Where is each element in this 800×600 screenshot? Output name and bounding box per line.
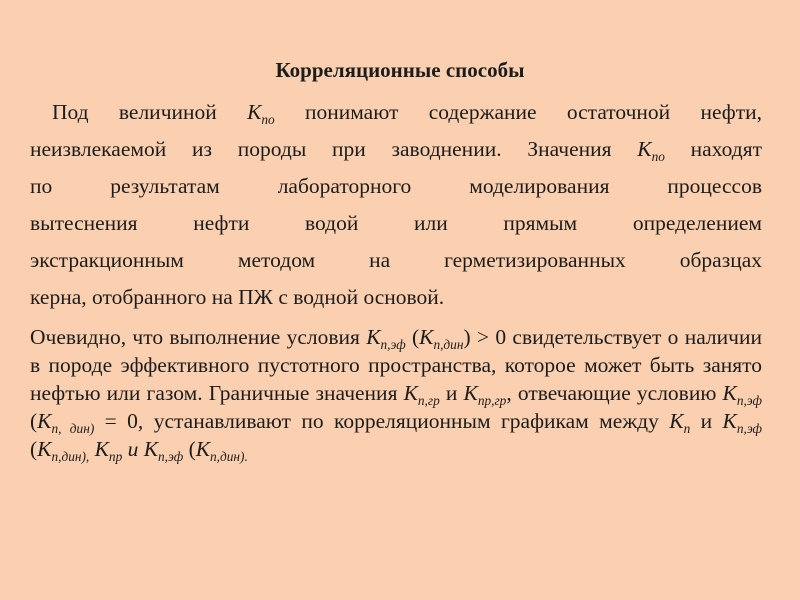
symbol-k: К <box>637 137 652 161</box>
subscript: п,дин <box>433 337 464 353</box>
subscript: по <box>261 112 275 128</box>
subscript: п <box>683 421 691 437</box>
paragraph-residual-oil <box>30 94 762 316</box>
subscript: п,эф <box>736 393 762 409</box>
subscript: п, дин) <box>51 421 95 437</box>
symbol-k: К <box>669 409 684 433</box>
symbol-k: К <box>143 437 159 461</box>
symbol-k: К <box>366 325 381 349</box>
text-fragment: , отвечающие условию <box>506 381 723 405</box>
symbol-k: К <box>247 100 262 124</box>
text-fragment: ) > 0 <box>463 325 507 349</box>
text-fragment: ( <box>30 437 38 461</box>
text-line: экстракционным методом на герметизированных образцах <box>30 248 762 272</box>
text-fragment: и <box>122 437 144 461</box>
symbol-k: К <box>195 437 211 461</box>
subscript: п,эф <box>380 337 406 353</box>
subscript: п,эф <box>158 449 184 465</box>
text-line: вытеснения нефти водой или прямым определением <box>30 211 762 235</box>
subscript: п,эф <box>736 421 762 437</box>
symbol-k: К <box>722 409 737 433</box>
text-fragment: ( <box>405 325 420 349</box>
symbol-k: К <box>722 381 737 405</box>
text-fragment: неизвлекаемой из породы при заводнении. Значения <box>30 137 638 161</box>
text-fragment: понимают содержание остаточной нефти, <box>274 100 762 124</box>
paragraph-effective-porosity <box>30 323 762 463</box>
symbol-k: К <box>37 409 52 433</box>
slide-title: Корреляционные способы <box>275 58 525 82</box>
text-line: по результатам лабораторного моделирования процессов <box>30 174 762 198</box>
text-fragment: свидетельствует о наличии в породе эффективного пустотного пространства, которое может быть занято нефтью или газом. Граничные значения <box>30 325 762 405</box>
symbol-k: К <box>463 381 478 405</box>
subscript: п,дин), <box>51 449 90 465</box>
text-fragment: ( <box>30 409 38 433</box>
symbol-k: К <box>37 437 52 461</box>
subscript: пр,гр <box>477 393 507 409</box>
subscript: п,дин). <box>210 449 248 465</box>
text-fragment: и <box>700 409 723 433</box>
text-fragment: Под величиной <box>52 100 248 124</box>
text-fragment: Очевидно, что выполнение условия <box>30 325 367 349</box>
subscript: пр <box>108 449 123 465</box>
text-fragment: и <box>439 381 464 405</box>
text-line <box>30 94 762 131</box>
text-fragment: = 0, устанавливают по корреляционным графикам между <box>94 409 670 433</box>
text-line <box>30 131 762 168</box>
symbol-k: К <box>94 437 109 461</box>
symbol-k: К <box>419 325 434 349</box>
text-fragment: ( <box>183 437 196 461</box>
subscript: п,гр <box>417 393 440 409</box>
text-fragment: находят <box>664 137 762 161</box>
symbol-k: К <box>403 381 418 405</box>
subscript: по <box>651 149 665 165</box>
text-line: керна, отобранного на ПЖ с водной основой. <box>30 285 445 309</box>
